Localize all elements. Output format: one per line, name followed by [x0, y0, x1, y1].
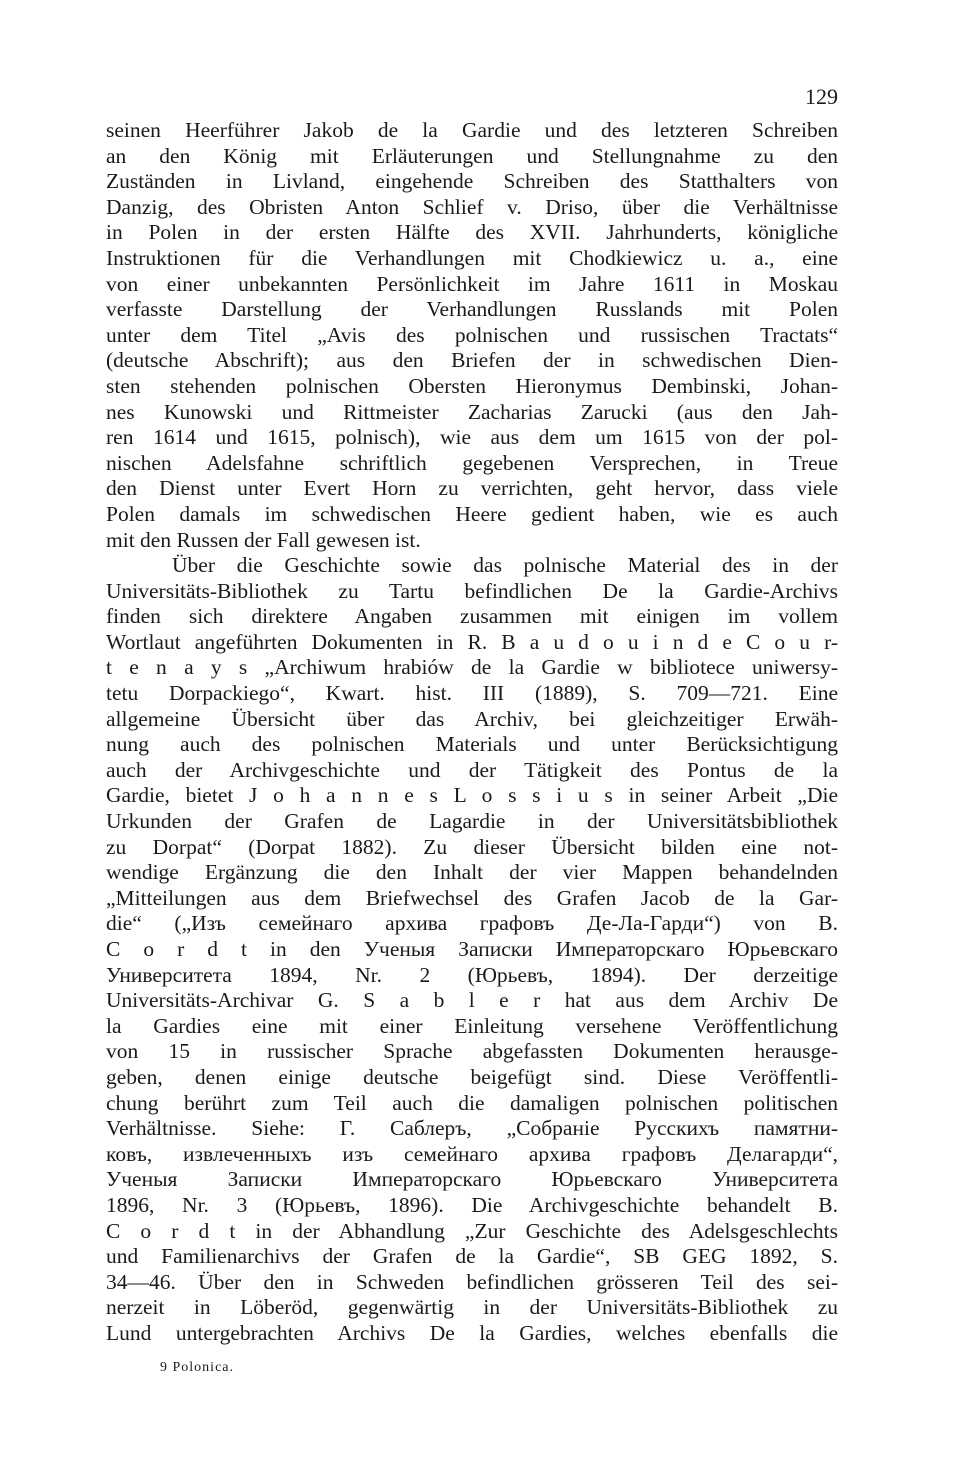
text-line: (deutsche Abschrift); aus den Briefen der in schwedischen Dien-	[106, 348, 838, 373]
text-line: von 15 in russischer Sprache abgefassten Dokumenten herausge-	[106, 1039, 838, 1064]
text-line: den Dienst unter Evert Horn zu verrichten, geht hervor, dass viele	[106, 476, 838, 501]
text-line: an den König mit Erläuterungen und Stellungnahme zu den	[106, 143, 838, 168]
text-line: Über die Geschichte sowie das polnische Material des in der	[172, 553, 838, 578]
signature-footer: 9 Polonica.	[160, 1360, 234, 1375]
text-line: sten stehenden polnischen Obersten Hieronymus Dembinski, Johan-	[106, 373, 838, 398]
text-line: „Mitteilungen aus dem Briefwechsel des Grafen Jacob de la Gar-	[106, 885, 838, 910]
text-line: finden sich direktere Angaben zusammen mit einigen im vollem	[106, 604, 838, 629]
text-line: wendige Ergänzung die den Inhalt der vier Mappen behandelnden	[106, 860, 838, 885]
text-line: ковъ, извлеченныхъ изъ семейнаго архива графовъ Делагарди“,	[106, 1141, 838, 1166]
text-line: Danzig, des Obristen Anton Schlief v. Driso, über die Verhältnisse	[106, 194, 838, 219]
text-line: auch der Archivgeschichte und der Tätigkeit des Pontus de la	[106, 757, 838, 782]
paragraph-1	[106, 118, 838, 553]
text-line: von einer unbekannten Persönlichkeit im Jahre 1611 in Moskau	[106, 271, 838, 296]
text-line: Universitäts-Bibliothek zu Tartu befindlichen De la Gardie-Archivs	[106, 578, 838, 603]
text-line: und Familienarchivs der Grafen de la Gardie“, SB GEG 1892, S.	[106, 1244, 838, 1269]
text-line: nung auch des polnischen Materials und unter Berücksichtigung	[106, 732, 838, 757]
text-line: C o r d t in den Ученыя Записки Императорскаго Юрьевскаго	[106, 937, 838, 961]
text-line: Wortlaut angeführten Dokumenten in R. B a u d o u i n d e C o u r-	[106, 629, 838, 654]
text-line: zu Dorpat“ (Dorpat 1882). Zu dieser Übersicht bilden eine not-	[106, 834, 838, 859]
text-line: unter dem Titel „Avis des polnischen und russischen Tractats“	[106, 322, 838, 347]
text-line: geben, denen einige deutsche beigefügt sind. Diese Veröffentli-	[106, 1064, 838, 1089]
text-line: Urkunden der Grafen de Lagardie in der Universitätsbibliothek	[106, 809, 838, 834]
text-line: nischen Adelsfahne schriftlich gegebenen Versprechen, in Treue	[106, 450, 838, 475]
text-line: Polen damals im schwedischen Heere gedient haben, wie es auch	[106, 501, 838, 526]
text-line: Gardie, bietet J o h a n n e s L o s s i u s in seiner Arbeit „Die	[106, 783, 838, 808]
text-line: Университета 1894, Nr. 2 (Юрьевъ, 1894). Der derzeitige	[106, 962, 838, 987]
text-line: Universitäts-Archivar G. S a b l e r hat aus dem Archiv De	[106, 988, 838, 1013]
text-line: Zuständen in Livland, eingehende Schreiben des Statthalters von	[106, 169, 838, 194]
text-line: Ученыя Записки Императорскаго Юрьевскаго Университета	[106, 1167, 838, 1192]
page-number: 129	[805, 84, 838, 109]
text-line: Verhältnisse. Siehe: Г. Саблеръ, „Собраніе Русскихъ памятни-	[106, 1116, 838, 1141]
text-line: verfasste Darstellung der Verhandlungen Russlands mit Polen	[106, 297, 838, 322]
text-line: nerzeit in Löberöd, gegenwärtig in der Universitäts-Bibliothek zu	[106, 1295, 838, 1320]
text-line: allgemeine Übersicht über das Archiv, bei gleichzeitiger Erwäh-	[106, 706, 838, 731]
text-line: mit den Russen der Fall gewesen ist.	[106, 527, 421, 552]
body-text	[106, 118, 838, 1347]
text-line: 1896, Nr. 3 (Юрьевъ, 1896). Die Archivgeschichte behandelt B.	[106, 1192, 838, 1217]
text-line: chung berührt zum Teil auch die damaligen polnischen politischen	[106, 1090, 838, 1115]
text-line: nes Kunowski und Rittmeister Zacharias Zarucki (aus den Jah-	[106, 399, 838, 424]
text-line: C o r d t in der Abhandlung „Zur Geschichte des Adelsgeschlechts	[106, 1218, 838, 1243]
text-line: seinen Heerführer Jakob de la Gardie und des letzteren Schreiben	[106, 118, 838, 142]
text-line: Lund untergebrachten Archivs De la Gardies, welches ebenfalls die	[106, 1320, 838, 1345]
text-line: tetu Dorpackiego“, Kwart. hist. III (1889), S. 709—721. Eine	[106, 681, 838, 706]
text-line: t e n a y s „Archiwum hrabiów de la Gardie w bibliotece uniwersy-	[106, 655, 838, 680]
text-line: in Polen in der ersten Hälfte des XVII. Jahrhunderts, königliche	[106, 220, 838, 245]
text-line: 34—46. Über den in Schweden befindlichen grösseren Teil des sei-	[106, 1269, 838, 1294]
paragraph-2	[106, 553, 838, 1346]
text-line: la Gardies eine mit einer Einleitung versehene Veröffentlichung	[106, 1013, 838, 1038]
text-line: Instruktionen für die Verhandlungen mit Chodkiewicz u. a., eine	[106, 245, 838, 270]
text-line: die“ („Изъ семейнаго архива графовъ Де-Ла-Гарди“) von B.	[106, 911, 838, 936]
text-line: ren 1614 und 1615, polnisch), wie aus dem um 1615 von der pol-	[106, 425, 838, 450]
